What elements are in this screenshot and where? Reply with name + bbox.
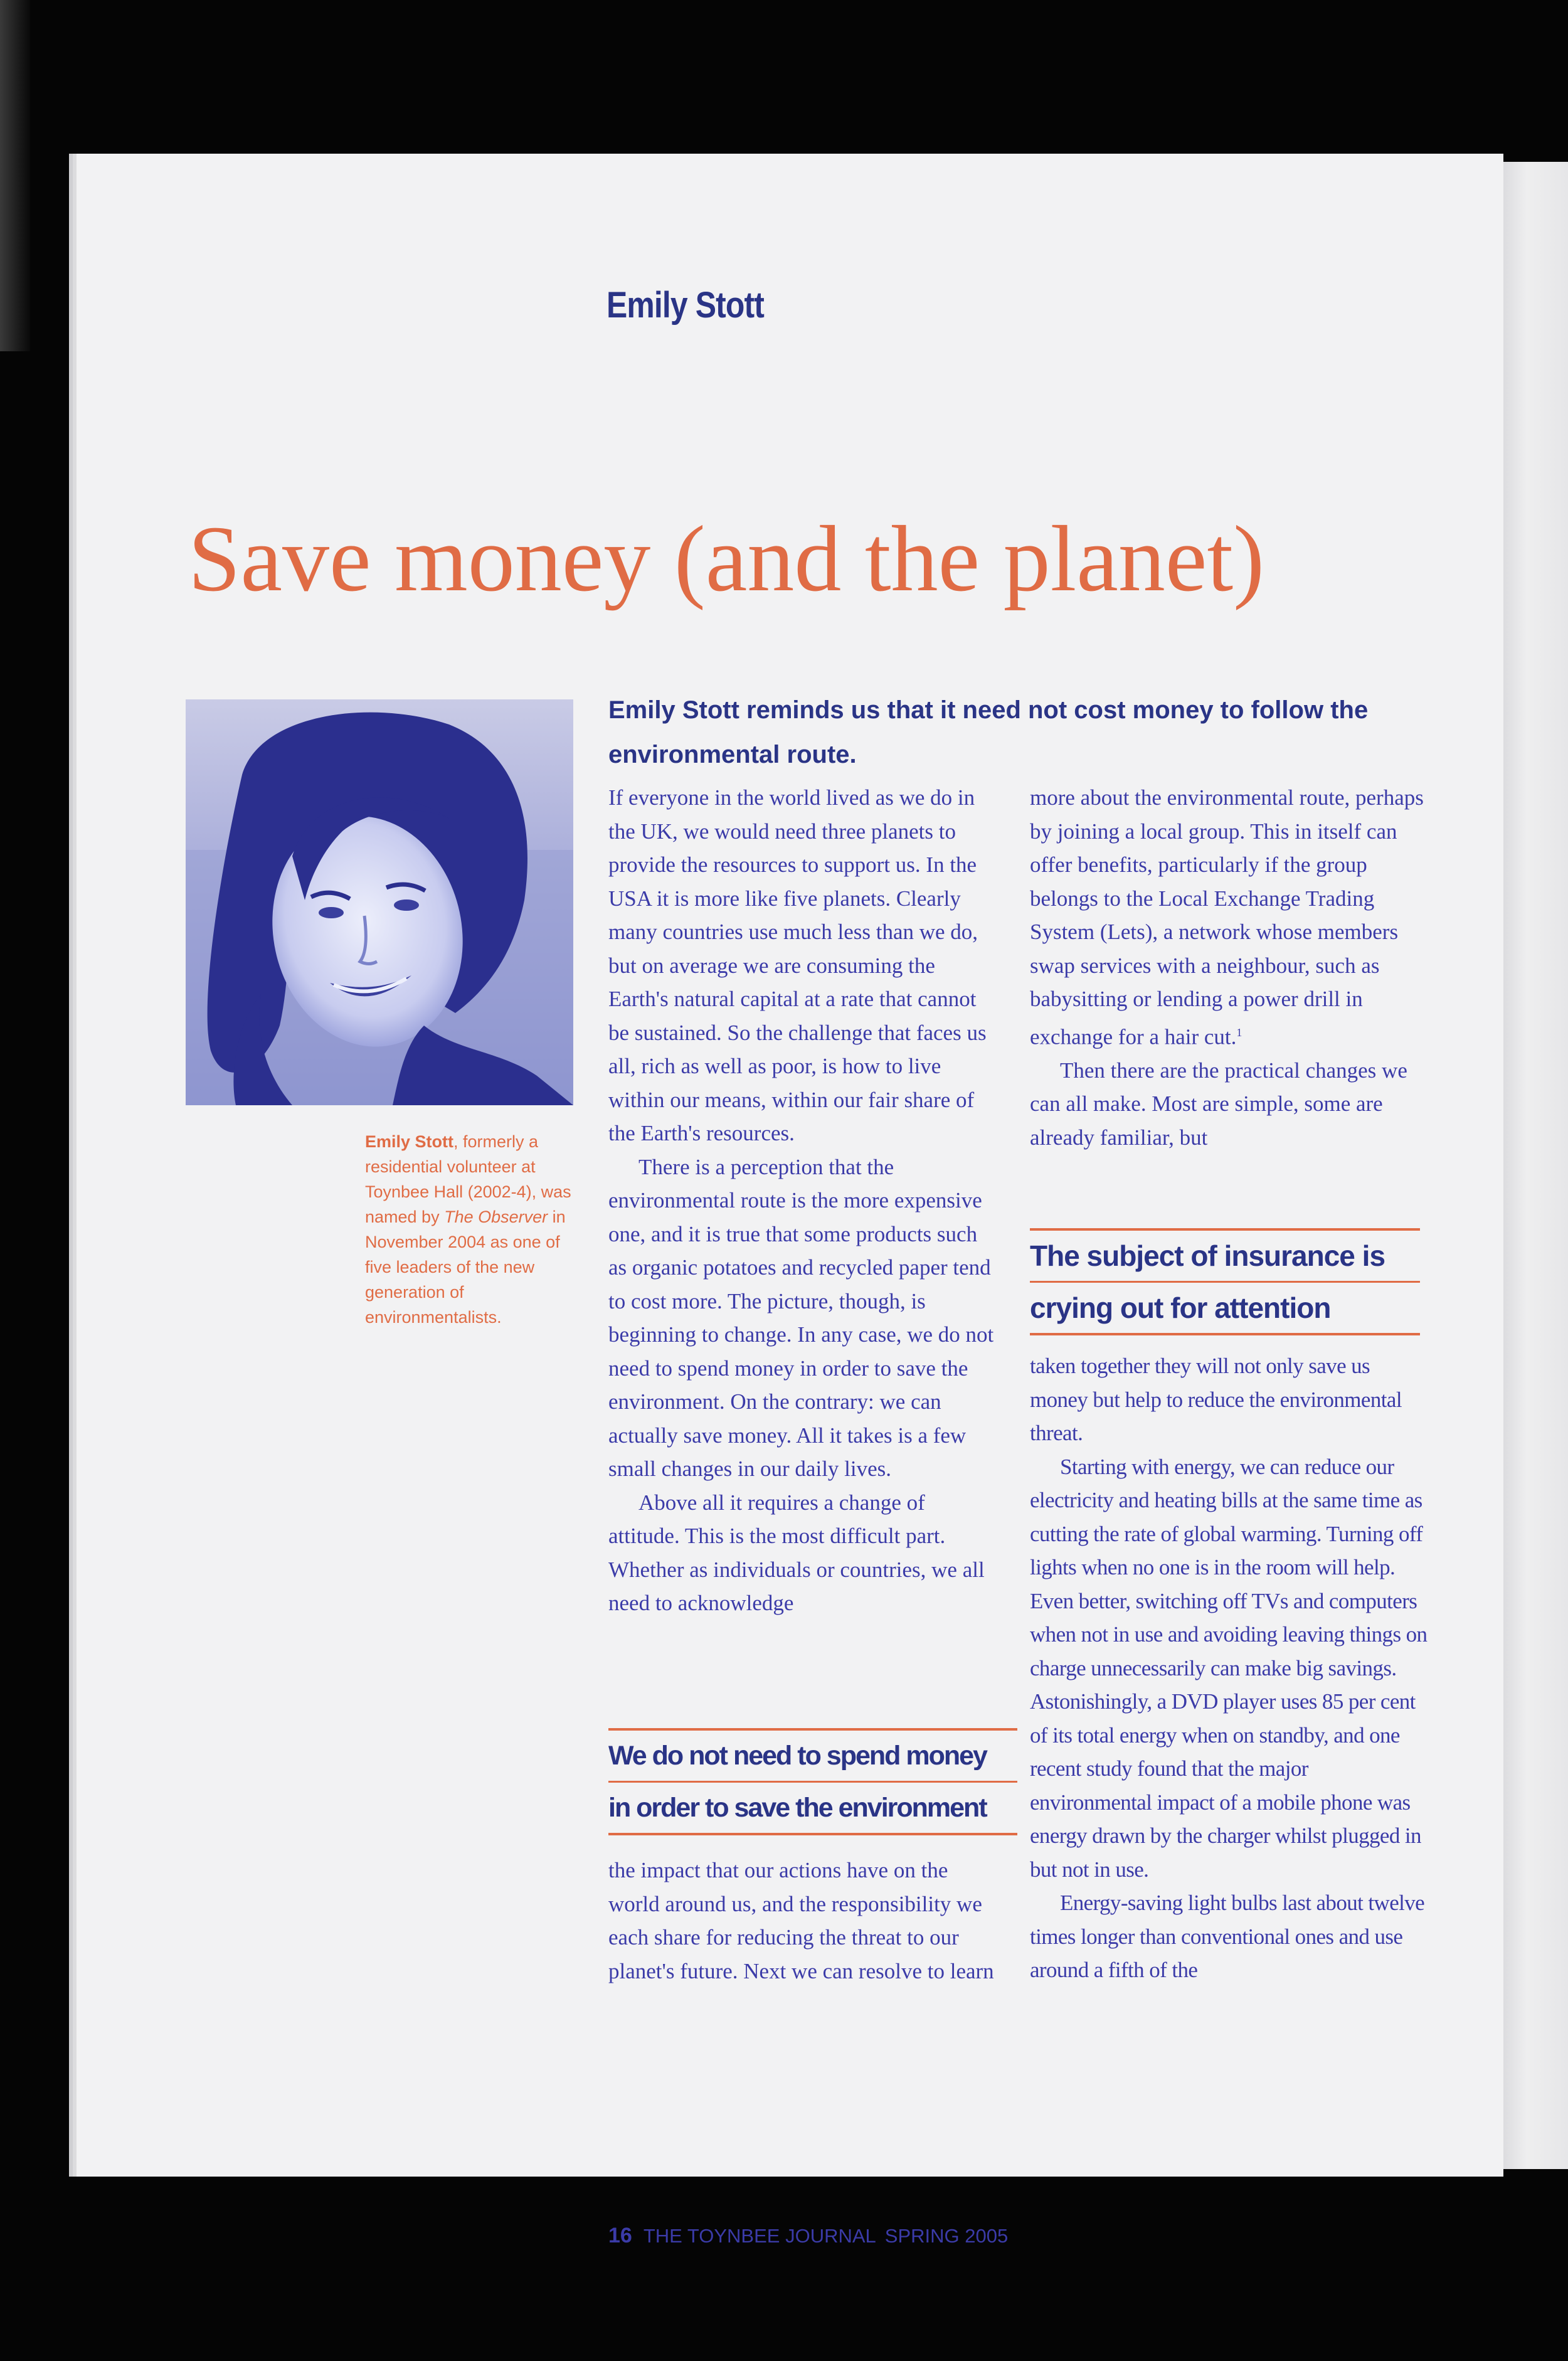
background-object <box>0 0 30 351</box>
pull-quote-2 <box>1030 1228 1420 1335</box>
caption-publication: The Observer <box>444 1207 548 1226</box>
body-paragraph <box>1030 781 1431 1054</box>
author-portrait <box>186 699 573 1105</box>
article-title: Save money (and the planet) <box>188 507 1265 611</box>
body-paragraph: the impact that our actions have on the world around us, and the responsibility we each share for reducing the threat to our planet's future. Next we can resolve to learn <box>608 1858 994 1983</box>
journal-issue: SPRING 2005 <box>884 2225 1009 2247</box>
caption-name: Emily Stott <box>365 1132 454 1151</box>
pull-quote-line: in order to save the environment <box>608 1793 987 1823</box>
body-text: more about the environmental route, perhaps by joining a local group. This in itself can offer benefits, particularly if the group belongs to the Local Exchange Trading System (Lets), a network whose members swap services with a neighbour, such as babysitting or lending a power drill in exchange for a hair cut. <box>1030 785 1424 1049</box>
body-paragraph: Above all it requires a change of attitude. This is the most difficult part. Whether as individuals or countries, we all need to acknowledge <box>608 1490 985 1615</box>
column-1-top <box>608 781 997 1620</box>
portrait-image <box>186 699 573 1105</box>
author-heading: Emily Stott <box>607 285 765 326</box>
body-paragraph: If everyone in the world lived as we do in the UK, we would need three planets to provide the resources to support us. In the USA it is more like five planets. Clearly many countries use much less than we do, but on average we are consuming the Earth's natural capital at a rate that cannot be sustained. So the challenge that faces us all, rich as well as poor, is how to live within our means, within our fair share of the Earth's resources. <box>608 785 987 1145</box>
journal-name: THE TOYNBEE JOURNAL <box>643 2225 876 2247</box>
caption-text-2: in November 2004 as one of five leaders of the new generation of environmentalists. <box>365 1207 566 1327</box>
column-2-bottom <box>1030 1349 1431 1987</box>
page-number: 16 <box>608 2224 632 2247</box>
footnote-marker: 1 <box>1236 1026 1242 1039</box>
pull-quote-line: crying out for attention <box>1030 1292 1331 1324</box>
standfirst: Emily Stott reminds us that it need not cost money to follow the environmental route. <box>608 696 1369 768</box>
column-2-top <box>1030 781 1431 1154</box>
caption-text-1: , formerly a residential volunteer at Toynbee Hall (2002-4), was named by <box>365 1132 571 1226</box>
body-paragraph: taken together they will not only save us money but help to reduce the environmental threat. <box>1030 1354 1402 1445</box>
body-paragraph: Starting with energy, we can reduce our electricity and heating bills at the same time as cutting the rate of global warming. Turning off lights when no one is in the room will help. Even better, switching off TVs and computers when not in use and avoiding leaving things on charge unnecessarily can make big savings. Astonishingly, a DVD player uses 85 per cent of its total energy when on standby, and one recent study found that the major environmental impact of a mobile phone was energy drawn by the charger whilst plugged in but not in use. <box>1030 1454 1428 1882</box>
pull-quote-line: The subject of insurance is <box>1030 1231 1420 1283</box>
magazine-page <box>77 154 1503 2247</box>
photo-caption <box>365 1129 591 1330</box>
page-footer <box>608 2224 1008 2248</box>
column-1-bottom <box>608 1854 997 1988</box>
facing-page-edge <box>1499 162 1568 2169</box>
pull-quote-1 <box>608 1728 1017 1835</box>
body-paragraph: Energy-saving light bulbs last about twelve times longer than conventional ones and use around a fifth of the <box>1030 1891 1425 1982</box>
pull-quote-line: We do not need to spend money <box>608 1731 1017 1783</box>
body-paragraph: There is a perception that the environmental route is the more expensive one, and it is true that some products such as organic potatoes and recycled paper tend to cost more. The picture, though, is beginning to change. In any case, we do not need to spend money in order to save the environment. On the contrary: we can actually save money. All it takes is a few small changes in our daily lives. <box>608 1154 994 1481</box>
body-paragraph: Then there are the practical changes we can all make. Most are simple, some are already familiar, but <box>1030 1058 1407 1150</box>
